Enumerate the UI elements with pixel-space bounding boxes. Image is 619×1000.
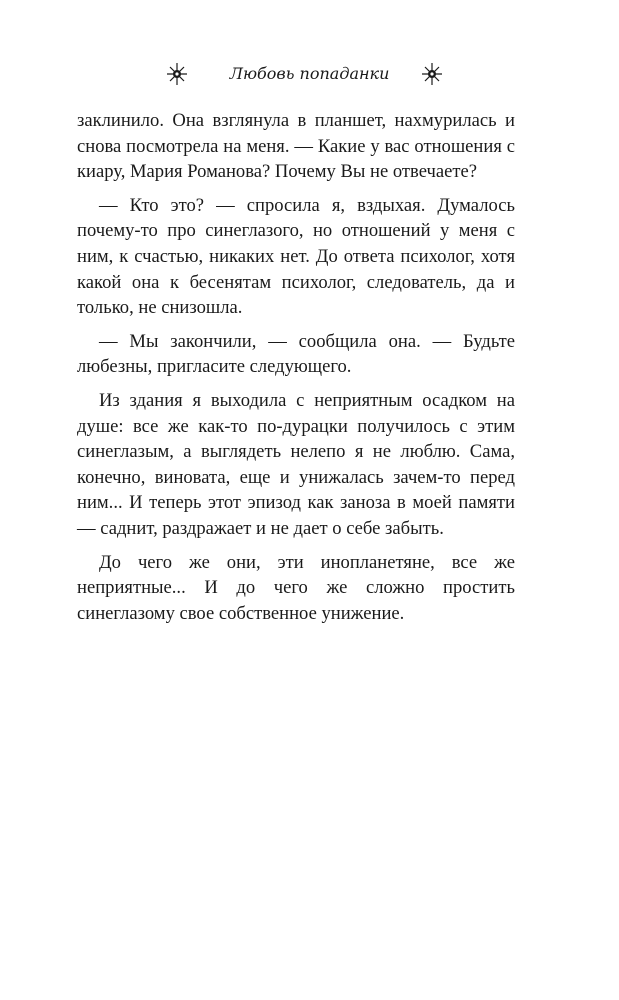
paragraph: Из здания я выходила с неприятным осадком на душе: все же как-то по-дурацки получилось с этим синеглазым, а выглядеть нелепо я не люблю. Сама, конечно, виновата, еще и унижалась зачем-то перед ним... И теперь этот эпизод как заноза в моей памяти — саднит, раздражает и не дает о себе забыть. [77,389,515,539]
paragraph: — Кто это? — спросила я, вздыхая. Думалось почему-то про синеглазого, но отношений у меня с ним, к счастью, никаких нет. До ответа психолог, хотя какой она к бесенятам психолог, следователь, да и только, не снизошла. [77,194,515,319]
paragraph: — Мы закончили, — сообщила она. — Будьте любезны, пригласите следующего. [77,330,515,378]
paragraph: заклинило. Она взглянула в планшет, нахмурилась и снова посмотрела на меня. — Какие у вас отношения с киару, Мария Романова? Почему Вы не отвечаете? [77,110,515,183]
body-text [77,108,515,634]
running-head [0,62,619,86]
running-head-title: Любовь попаданки [229,64,390,83]
star-ornament-icon [421,62,443,86]
paragraph: До чего же они, эти инопланетяне, все же неприятные... И до чего же сложно простить синеглазому свое собственное унижение. [77,551,515,624]
